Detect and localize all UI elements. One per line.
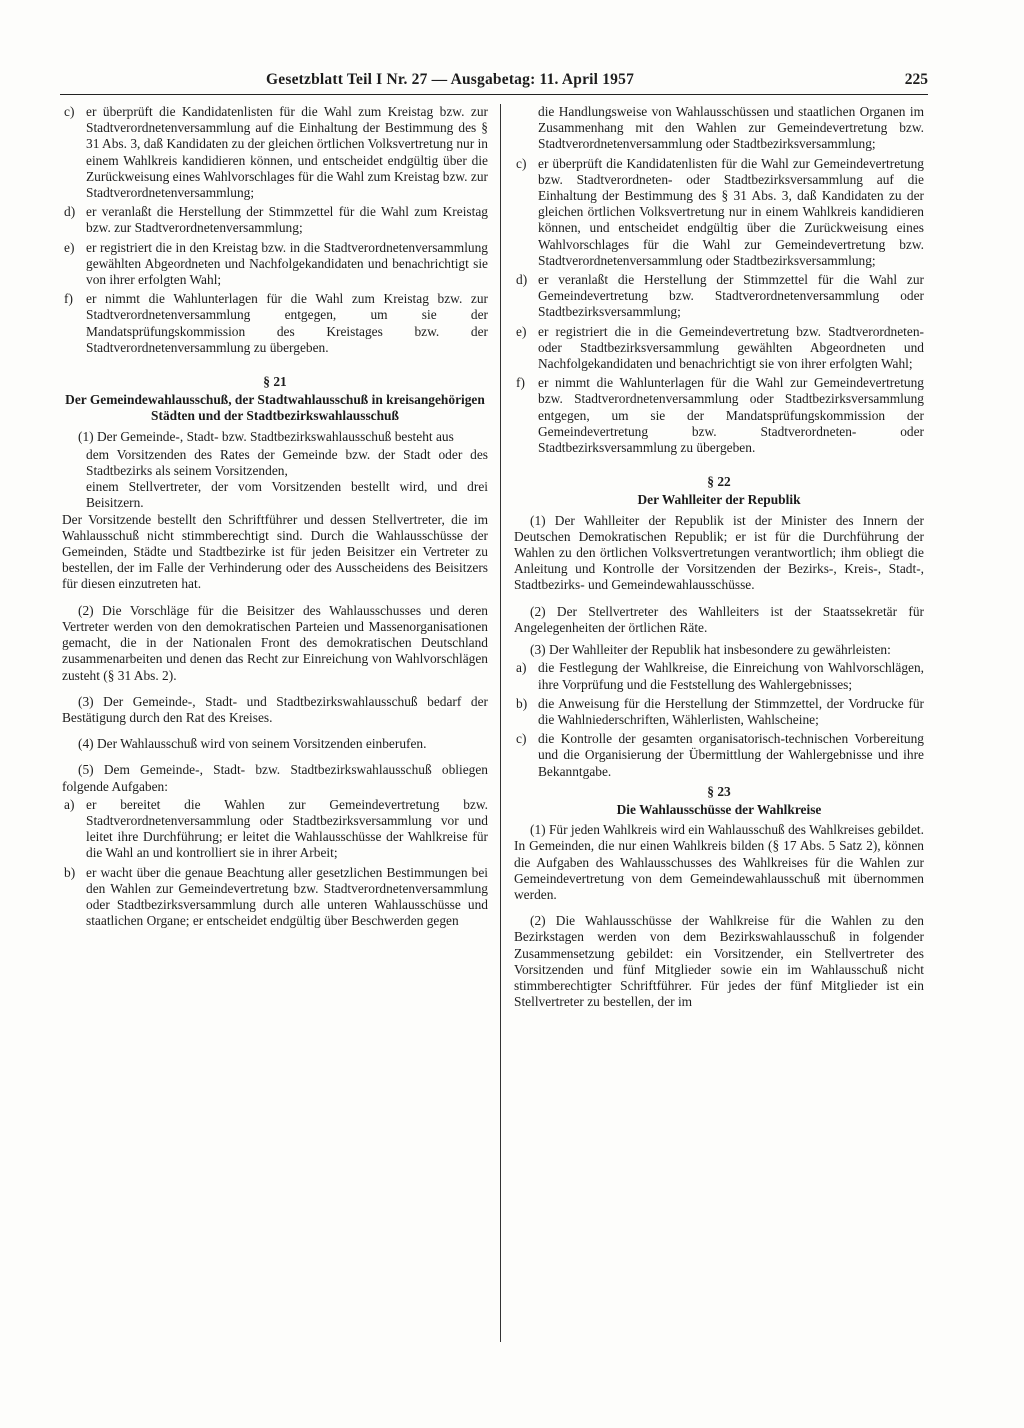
item-text: die Festlegung der Wahlkreise, die Einreichung von Wahlvorschlägen, ihre Vorprüfung und die Feststellung des Wahlergebnisses;	[538, 660, 924, 692]
item-label: b)	[64, 864, 76, 880]
list-item	[514, 731, 924, 780]
item-text: er bereitet die Wahlen zur Gemeindevertretung bzw. Stadtverordnetenversammlung oder Stadtbezirksversammlung vor und leitet ihre Durchführung; er leitet die Wahlausschüsse der Wahlkreise für die Wahl an und kontrolliert sie in ihrer Arbeit;	[86, 796, 488, 861]
item-text: er überprüft die Kandidatenlisten für die Wahl zum Kreistag bzw. zur Stadtverordnetenversammlung auf die Einhaltung der Bestimmung des § 31 Abs. 3, daß Kandidaten zu der gleichen örtlichen Volksvertretung nur in einem Wahlkreis kandidieren können, und entscheidet endgültig über die Zurückweisung eines Wahlvorschlages für die Wahl zum Kreistag bzw. zur Stadtverordnetenversammlung;	[86, 104, 488, 201]
item-text: er registriert die in den Kreistag bzw. in die Stadtverordnetenversammlung gewählten Abgeordneten und Nachfolgekandidaten und benachrichtigt sie von ihrer erfolgten Wahl;	[86, 239, 488, 288]
list-item	[514, 696, 924, 728]
paragraph: (3) Der Wahlleiter der Republik hat insbesondere zu gewährleisten:	[530, 642, 891, 658]
item-text: er registriert die in die Gemeindevertretung bzw. Stadtverordneten- oder Stadtbezirksversammlung gewählten Abgeordneten und Nachfolgekandidaten und benachrichtigt sie von ihrer erfolgten Wahl;	[538, 323, 924, 372]
list-item	[62, 291, 488, 356]
list-item	[62, 865, 488, 930]
item-label: b)	[516, 695, 528, 711]
header-title: Gesetzblatt Teil I Nr. 27 — Ausgabetag: 11. April 1957	[266, 71, 635, 88]
item-label: d)	[64, 204, 76, 220]
item-label: d)	[516, 272, 528, 288]
paragraph-sub: dem Vorsitzenden des Rates der Gemeinde bzw. der Stadt oder des Stadtbezirks als seinem Vorsitzenden,	[86, 446, 488, 479]
list-item	[514, 272, 924, 321]
list-item	[62, 797, 488, 862]
section-title: Der Gemeindewahlausschuß, der Stadtwahlausschuß in kreisangehörigen Städten und der Stadtbezirkswahlausschuß	[65, 392, 485, 424]
item-label: e)	[516, 323, 527, 339]
right-column	[514, 104, 924, 1020]
list-item	[514, 660, 924, 692]
paragraph: (2) Die Vorschläge für die Beisitzer des Wahlausschusses und deren Vertreter werden von den demokratischen Parteien und Massenorganisationen gemacht, die in der Nationalen Front des demokratischen Deutschland zusammenarbeiten und denen das Recht zur Einreichung von Wahlvorschlägen zusteht (§ 31 Abs. 2).	[62, 602, 488, 683]
section-number: § 22	[707, 474, 731, 490]
item-text: er nimmt die Wahlunterlagen für die Wahl zum Kreistag bzw. zur Stadtverordnetenversammlung entgegen, um sie der Mandatsprüfungskommission des Kreistages bzw. der Stadtverordnetenversammlung zu übergeben.	[86, 291, 488, 355]
paragraph: (1) Der Wahlleiter der Republik ist der Minister des Innern der Deutschen Demokratischen Republik; er ist für die Durchführung der Wahlen zu den örtlichen Volksvertretungen verantwortlich; ihm obliegt die Anleitung und Kontrolle der Vorsitzenden der Bezirks-, Kreis-, Stadt-, Stadtbezirks- und Gemeindewahlausschüsse.	[514, 512, 924, 593]
section-title: Die Wahlausschüsse der Wahlkreise	[616, 801, 822, 817]
page-header	[60, 70, 928, 95]
item-label: f)	[516, 375, 525, 391]
list-item	[62, 104, 488, 201]
item-label: e)	[64, 239, 75, 255]
list-item	[514, 156, 924, 269]
item-label: a)	[64, 796, 75, 812]
paragraph: (3) Der Gemeinde-, Stadt- und Stadtbezirkswahlausschuß bedarf der Bestätigung durch den Rat des Kreises.	[62, 693, 488, 725]
item-text: er wacht über die genaue Beachtung aller gesetzlichen Bestimmungen bei den Wahlen zur Gemeindevertretung bzw. Stadtverordnetenversammlung oder Stadtbezirksversammlung durch alle unteren Wahlausschüsse und staatlichen Organe; er entscheidet endgültig über Beschwerden gegen	[86, 864, 488, 929]
item-label: a)	[516, 660, 527, 676]
list-item	[514, 324, 924, 373]
paragraph: (1) Für jeden Wahlkreis wird ein Wahlausschuß des Wahlkreises gebildet. In Gemeinden, die nur einen Wahlkreis bilden (§ 17 Abs. 5 Satz 2), können die Aufgaben des Wahlausschusses des Wahlkreises für die Wahlen zur Gemeindevertretung von dem Gemeindewahlausschuß mit übernommen werden.	[514, 822, 924, 902]
item-label: c)	[64, 104, 75, 119]
page-number: 225	[904, 71, 928, 88]
paragraph-sub: einem Stellvertreter, der vom Vorsitzenden bestellt wird, und drei Beisitzern.	[86, 479, 488, 511]
left-column	[62, 104, 488, 932]
list-item	[514, 375, 924, 456]
item-text: die Kontrolle der gesamten organisatorisch-technischen Vorbereitung und die Organisierung der Übermittlung der Wahlergebnisse und ihre Bekanntgabe.	[538, 731, 924, 779]
section-title: Der Wahlleiter der Republik	[637, 492, 801, 508]
paragraph: (5) Dem Gemeinde-, Stadt- bzw. Stadtbezirkswahlausschuß obliegen folgende Aufgaben:	[62, 762, 488, 794]
paragraph: (2) Der Stellvertreter des Wahlleiters ist der Staatssekretär für Angelegenheiten der örtlichen Räte.	[514, 603, 924, 635]
item-text: er veranlaßt die Herstellung der Stimmzettel für die Wahl zum Kreistag bzw. zur Stadtverordnetenversammlung;	[86, 204, 488, 236]
item-text: er überprüft die Kandidatenlisten für die Wahl zur Gemeindevertretung bzw. Stadtverordneten- oder Stadtbezirksversammlung auf die Einhaltung der Bestimmung des § 31 Abs. 3, daß Kandidaten zu der gleichen örtlichen Volksvertretung nur in einem Wahlkreis kandidieren können, und entscheidet endgültig über die Zurückweisung eines Wahlvorschlages für die Wahl zur Gemeindevertretung bzw. Stadtverordnetenversammlung oder Stadtbezirksversammlung;	[538, 155, 924, 268]
section-number: § 21	[263, 374, 287, 390]
item-text: die Anweisung für die Herstellung der Stimmzettel, der Vordrucke für die Wahlniederschriften, Wählerlisten, Wahlscheine;	[538, 695, 924, 727]
paragraph: (4) Der Wahlausschuß wird von seinem Vorsitzenden einberufen.	[78, 736, 427, 752]
paragraph: (2) Die Wahlausschüsse der Wahlkreise für die Wahlen zu den Bezirkstagen werden von dem Bezirkswahlausschuß in folgender Zusammensetzung gebildet: ein Vorsitzender, ein Stellvertreter des Vorsitzenden und fünf Mitglieder sowie ein im Wahlausschuß nicht stimmberechtigter Schriftführer. Für jedes der fünf Mitglieder ist ein Stellvertreter zu bestellen, der im	[514, 913, 924, 1010]
section-number: § 23	[707, 783, 731, 799]
paragraph: Der Vorsitzende bestellt den Schriftführer und dessen Stellvertreter, die im Wahlausschuß nicht stimmberechtigt sind. Durch die Wahlausschüsse der Gemeinden, Städte und Stadtbezirke ist für jeden Beisitzer ein Vertreter zu bestellen, der im Falle der Verhinderung oder des Ausscheidens des Beisitzers für diesen einzutreten hat.	[62, 511, 488, 592]
paragraph: (1) Der Gemeinde-, Stadt- bzw. Stadtbezirkswahlausschuß besteht aus	[78, 428, 454, 444]
column-divider	[500, 104, 501, 1342]
list-item	[62, 240, 488, 289]
item-text: er veranlaßt die Herstellung der Stimmzettel für die Wahl zur Gemeindevertretung bzw. Stadtverordnetenversammlung oder Stadtbezirksversammlung;	[538, 272, 924, 320]
item-text: er nimmt die Wahlunterlagen für die Wahl zur Gemeindevertretung bzw. Stadtverordnetenversammlung oder Stadtbezirksversammlung entgegen, um sie der Mandatsprüfungskommission der Gemeindevertretung bzw. Stadtverordneten- oder Stadtbezirksversammlung zu übergeben.	[538, 375, 924, 456]
item-label: f)	[64, 291, 73, 307]
item-label: c)	[516, 155, 527, 171]
continued-text: die Handlungsweise von Wahlausschüssen und staatlichen Organen im Zusammenhang mit den Wahlen zur Gemeindevertretung bzw. Stadtverordnetenversammlung oder Stadtbezirksversammlung;	[538, 104, 924, 152]
item-label: c)	[516, 731, 527, 747]
list-item	[62, 204, 488, 236]
